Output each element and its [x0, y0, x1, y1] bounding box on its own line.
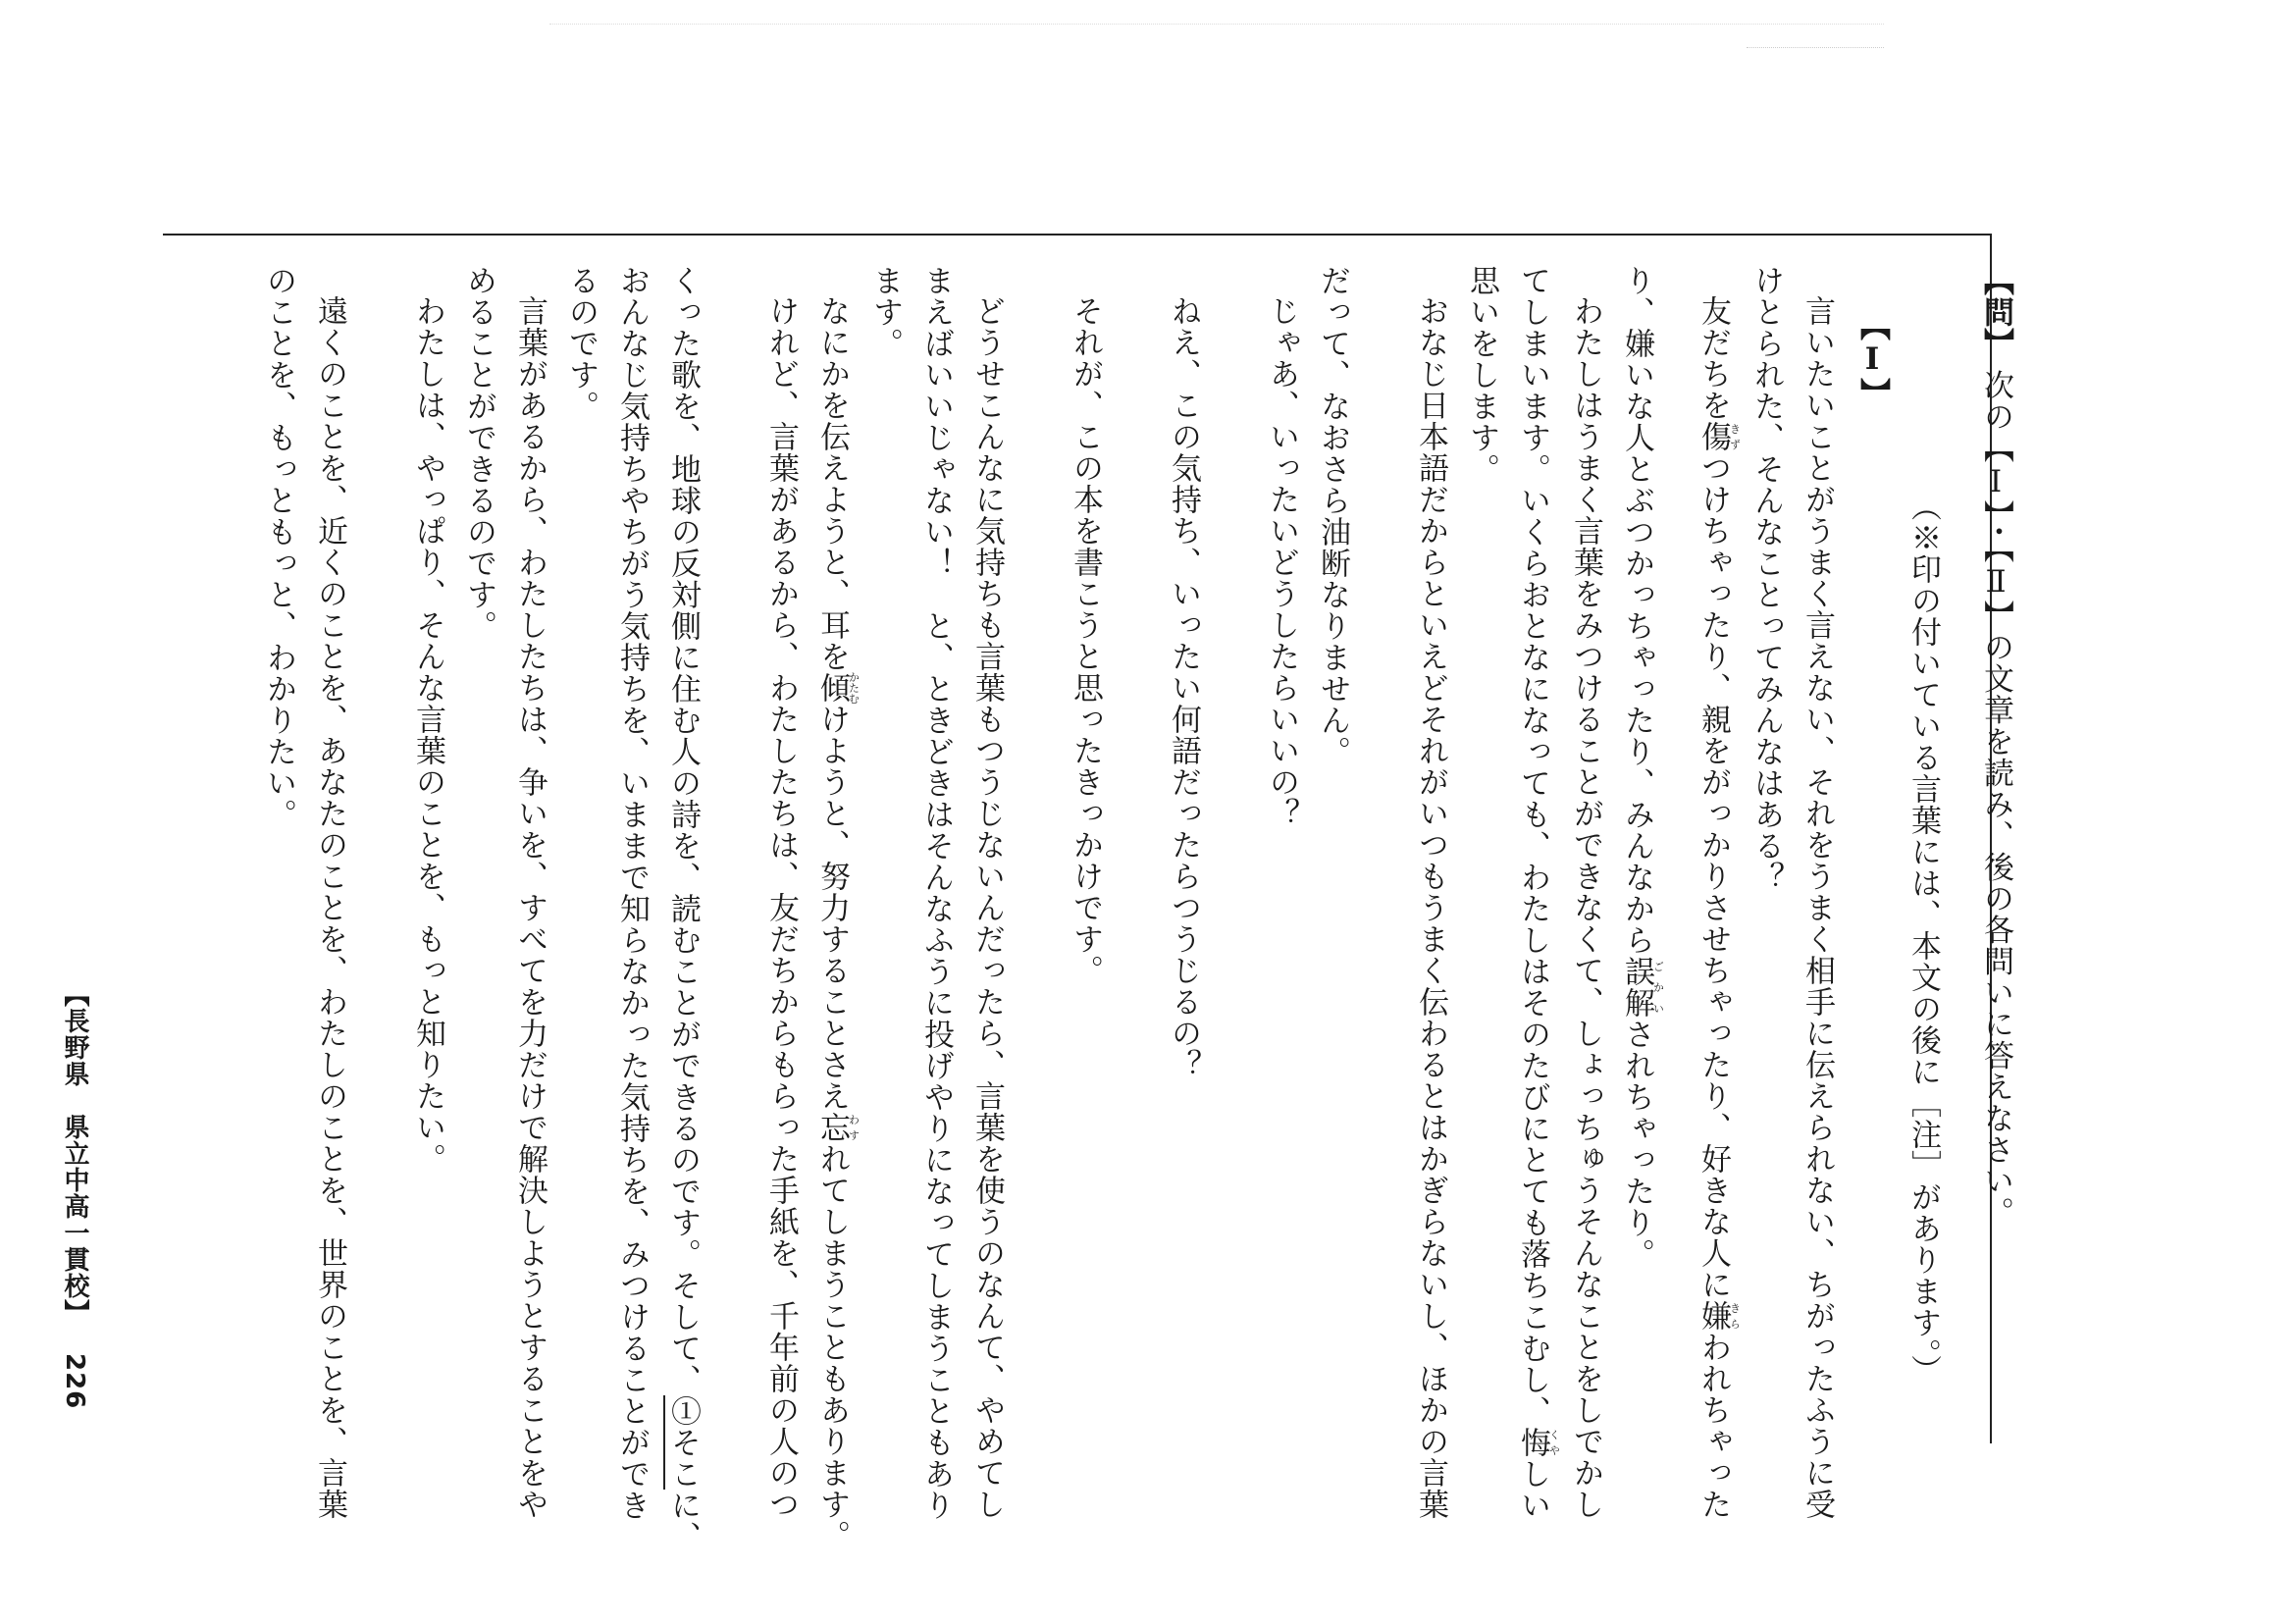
- passage-line: けとられた、そんなことってみんなはある？: [1748, 265, 1784, 893]
- passage-line: るのです。: [563, 265, 599, 422]
- page-footer: [57, 981, 93, 1409]
- passage-line: だって、なおさら油断なりません。: [1315, 265, 1350, 767]
- scan-artifact: [1747, 47, 1884, 52]
- exam-page: [137, 265, 2021, 1552]
- passage-line: り、嫌いな人とぶつかっちゃったり、みんなから誤解ごかいされちゃったり。: [1619, 265, 1665, 1270]
- passage-line: のことを、もっともっと、わかりたい。: [261, 265, 296, 830]
- page-number: 226: [60, 1353, 89, 1410]
- passage-line: なにかを伝えようと、耳を傾かたむけようと、努力することさえ忘わすれてしまうこともあります。: [814, 295, 861, 1551]
- footer-source: 【長野県 県立中高一貫校】: [60, 981, 89, 1326]
- passage-line: 遠くのことを、近くのことを、あなたのことを、わたしのことを、世界のことを、言葉: [312, 295, 347, 1520]
- passage-line: まえばいいじゃない！ と、ときどきはそんなふうに投げやりになってしまうこともあり: [918, 265, 954, 1521]
- passage-line: わたしは、やっぱり、そんな言葉のことを、もっと知りたい。: [410, 295, 445, 1175]
- passage-line: 思いをします。: [1464, 265, 1499, 485]
- passage-line: どうせこんなに気持ちも言葉もつうじないんだったら、言葉を使うのなんて、やめてし: [969, 295, 1005, 1520]
- question-note: （※印の付いている言葉には、本文の後に［注］があります。）: [1905, 491, 1941, 1387]
- passage-line: 友だちを傷きずつけちゃったり、親をがっかりさせちゃったり、好きな人に嫌きらわれちゃった: [1696, 295, 1742, 1520]
- passage-line: 言葉があるから、わたしたちは、争いを、すべてを力だけで解決しようとすることをや: [512, 295, 548, 1520]
- passage-line: てしまいます。いくらおとなになっても、わたしはそのたびにとても落ちこむし、悔くやしい: [1515, 265, 1561, 1521]
- passage-line: ねえ、この気持ち、いったい何語だったらつうじるの？: [1166, 295, 1201, 1080]
- question-badge: 【問】: [1978, 265, 2013, 359]
- passage-line: それが、この本を書こうと思ったきっかけです。: [1068, 295, 1103, 986]
- passage-line: おんなじ気持ちやちがう気持ちを、いままで知らなかった気持ちを、みつけることができ: [614, 265, 650, 1521]
- passage-line: ます。: [867, 265, 903, 359]
- passage-line: じゃあ、いったいどうしたらいいの？: [1264, 295, 1299, 829]
- question-line: [1970, 265, 2021, 1442]
- passage-line: おなじ日本語だからといえどそれがいつもうまく伝わるとはかぎらないし、ほかの言葉: [1413, 295, 1448, 1520]
- top-rule: [163, 234, 1992, 236]
- passage-line: けれど、言葉があるから、わたしたちは、友だちからもらった手紙を、千年前の人のつ: [763, 295, 799, 1520]
- section-label: 【Ⅰ】: [1854, 310, 1890, 409]
- passage-line: わたしはうまく言葉をみつけることができなくて、しょっちゅうそんなことをしでかし: [1568, 295, 1603, 1520]
- question-instruction: 次の【Ⅰ】・【Ⅱ】の文章を読み、後の各問いに答えなさい。: [1978, 369, 2013, 1229]
- passage-line: 言いたいことがうまく言えない、それをうまく相手に伝えられない、ちがったふうに受: [1800, 295, 1835, 1520]
- passage-line: めることができるのです。: [461, 265, 496, 642]
- passage-line: くった歌を、地球の反対側に住む人の詩を、読むことができるのです。そして、①そこに、: [665, 265, 701, 1552]
- underline-mark-1: ①そこ: [665, 1395, 701, 1490]
- scan-artifact: [549, 24, 1884, 34]
